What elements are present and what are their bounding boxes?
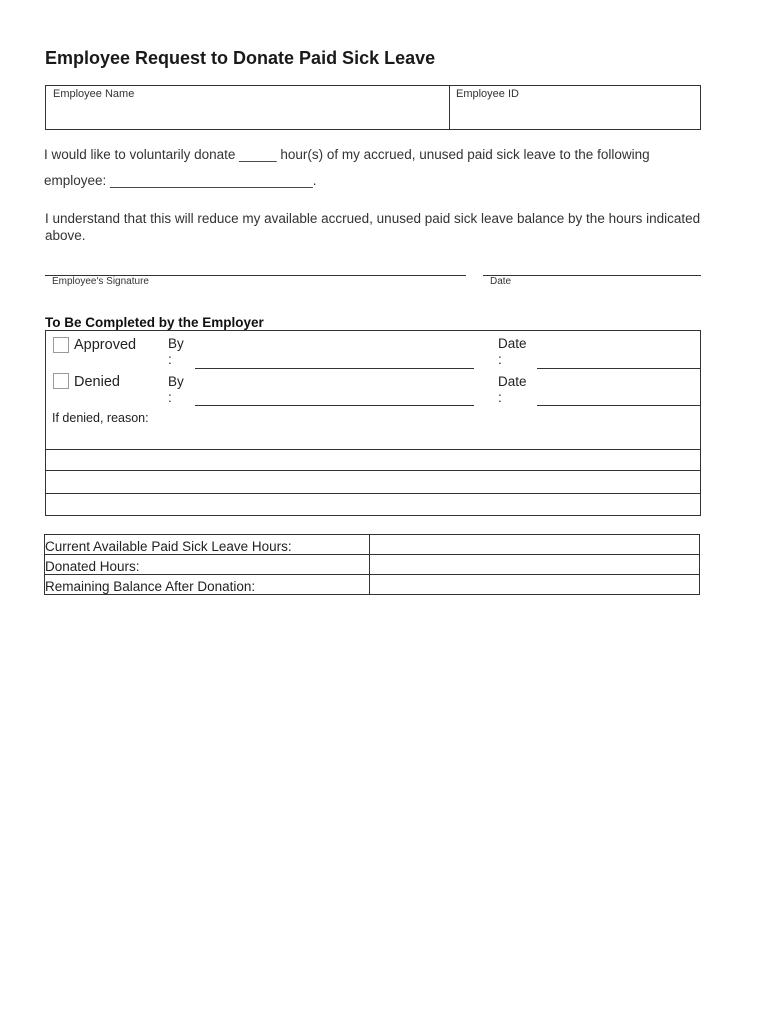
approved-by-label [168,336,184,368]
date-colon: : [498,390,502,405]
form-title: Employee Request to Donate Paid Sick Leave [45,48,436,68]
denied-date-line[interactable] [537,405,700,406]
employer-approval-box [45,330,701,450]
donated-hours-value[interactable] [370,555,700,575]
by-colon: : [168,390,172,405]
hours-summary-table [44,534,700,595]
denial-reason-line[interactable] [45,471,701,494]
date-text: Date [498,374,527,389]
denied-by-label [168,374,184,406]
signature-date-label: Date [490,276,512,287]
denied-checkbox[interactable] [53,373,69,389]
employer-section-heading: To Be Completed by the Employer [45,315,264,330]
by-text: By [168,336,184,351]
denied-by-line[interactable] [195,405,474,406]
denial-reason-line[interactable] [45,494,701,516]
denial-reason-label: If denied, reason: [52,411,149,425]
table-row [45,555,700,575]
current-hours-label: Current Available Paid Sick Leave Hours: [45,535,370,555]
by-colon: : [168,352,172,367]
approved-label: Approved [74,337,137,353]
donation-statement-line2: employee: ___________________________. [44,173,317,188]
table-row [45,535,700,555]
remaining-balance-label: Remaining Balance After Donation: [45,575,370,595]
approved-date-label [498,336,527,368]
signature-label: Employee's Signature [52,276,149,287]
donated-hours-label: Donated Hours: [45,555,370,575]
understanding-statement: I understand that this will reduce my available accrued, unused paid sick leave balance by the hours indicated above. [45,211,701,243]
employee-id-label: Employee ID [456,88,519,100]
employee-name-field[interactable] [46,86,450,129]
approved-date-line[interactable] [537,368,700,369]
date-colon: : [498,352,502,367]
by-text: By [168,374,184,389]
date-text: Date [498,336,527,351]
approved-by-line[interactable] [195,368,474,369]
donation-statement-line1: I would like to voluntarily donate _____ hour(s) of my accrued, unused paid sick leave to the following [44,147,650,162]
denied-date-label [498,374,527,406]
current-hours-value[interactable] [370,535,700,555]
employee-id-field[interactable] [450,86,700,129]
remaining-balance-value[interactable] [370,575,700,595]
employee-info-box [45,85,701,130]
employee-name-label: Employee Name [53,88,135,100]
denial-reason-line[interactable] [45,449,701,471]
denied-label: Denied [74,374,120,390]
approved-checkbox[interactable] [53,337,69,353]
signature-date-line[interactable] [483,275,701,276]
table-row [45,575,700,595]
